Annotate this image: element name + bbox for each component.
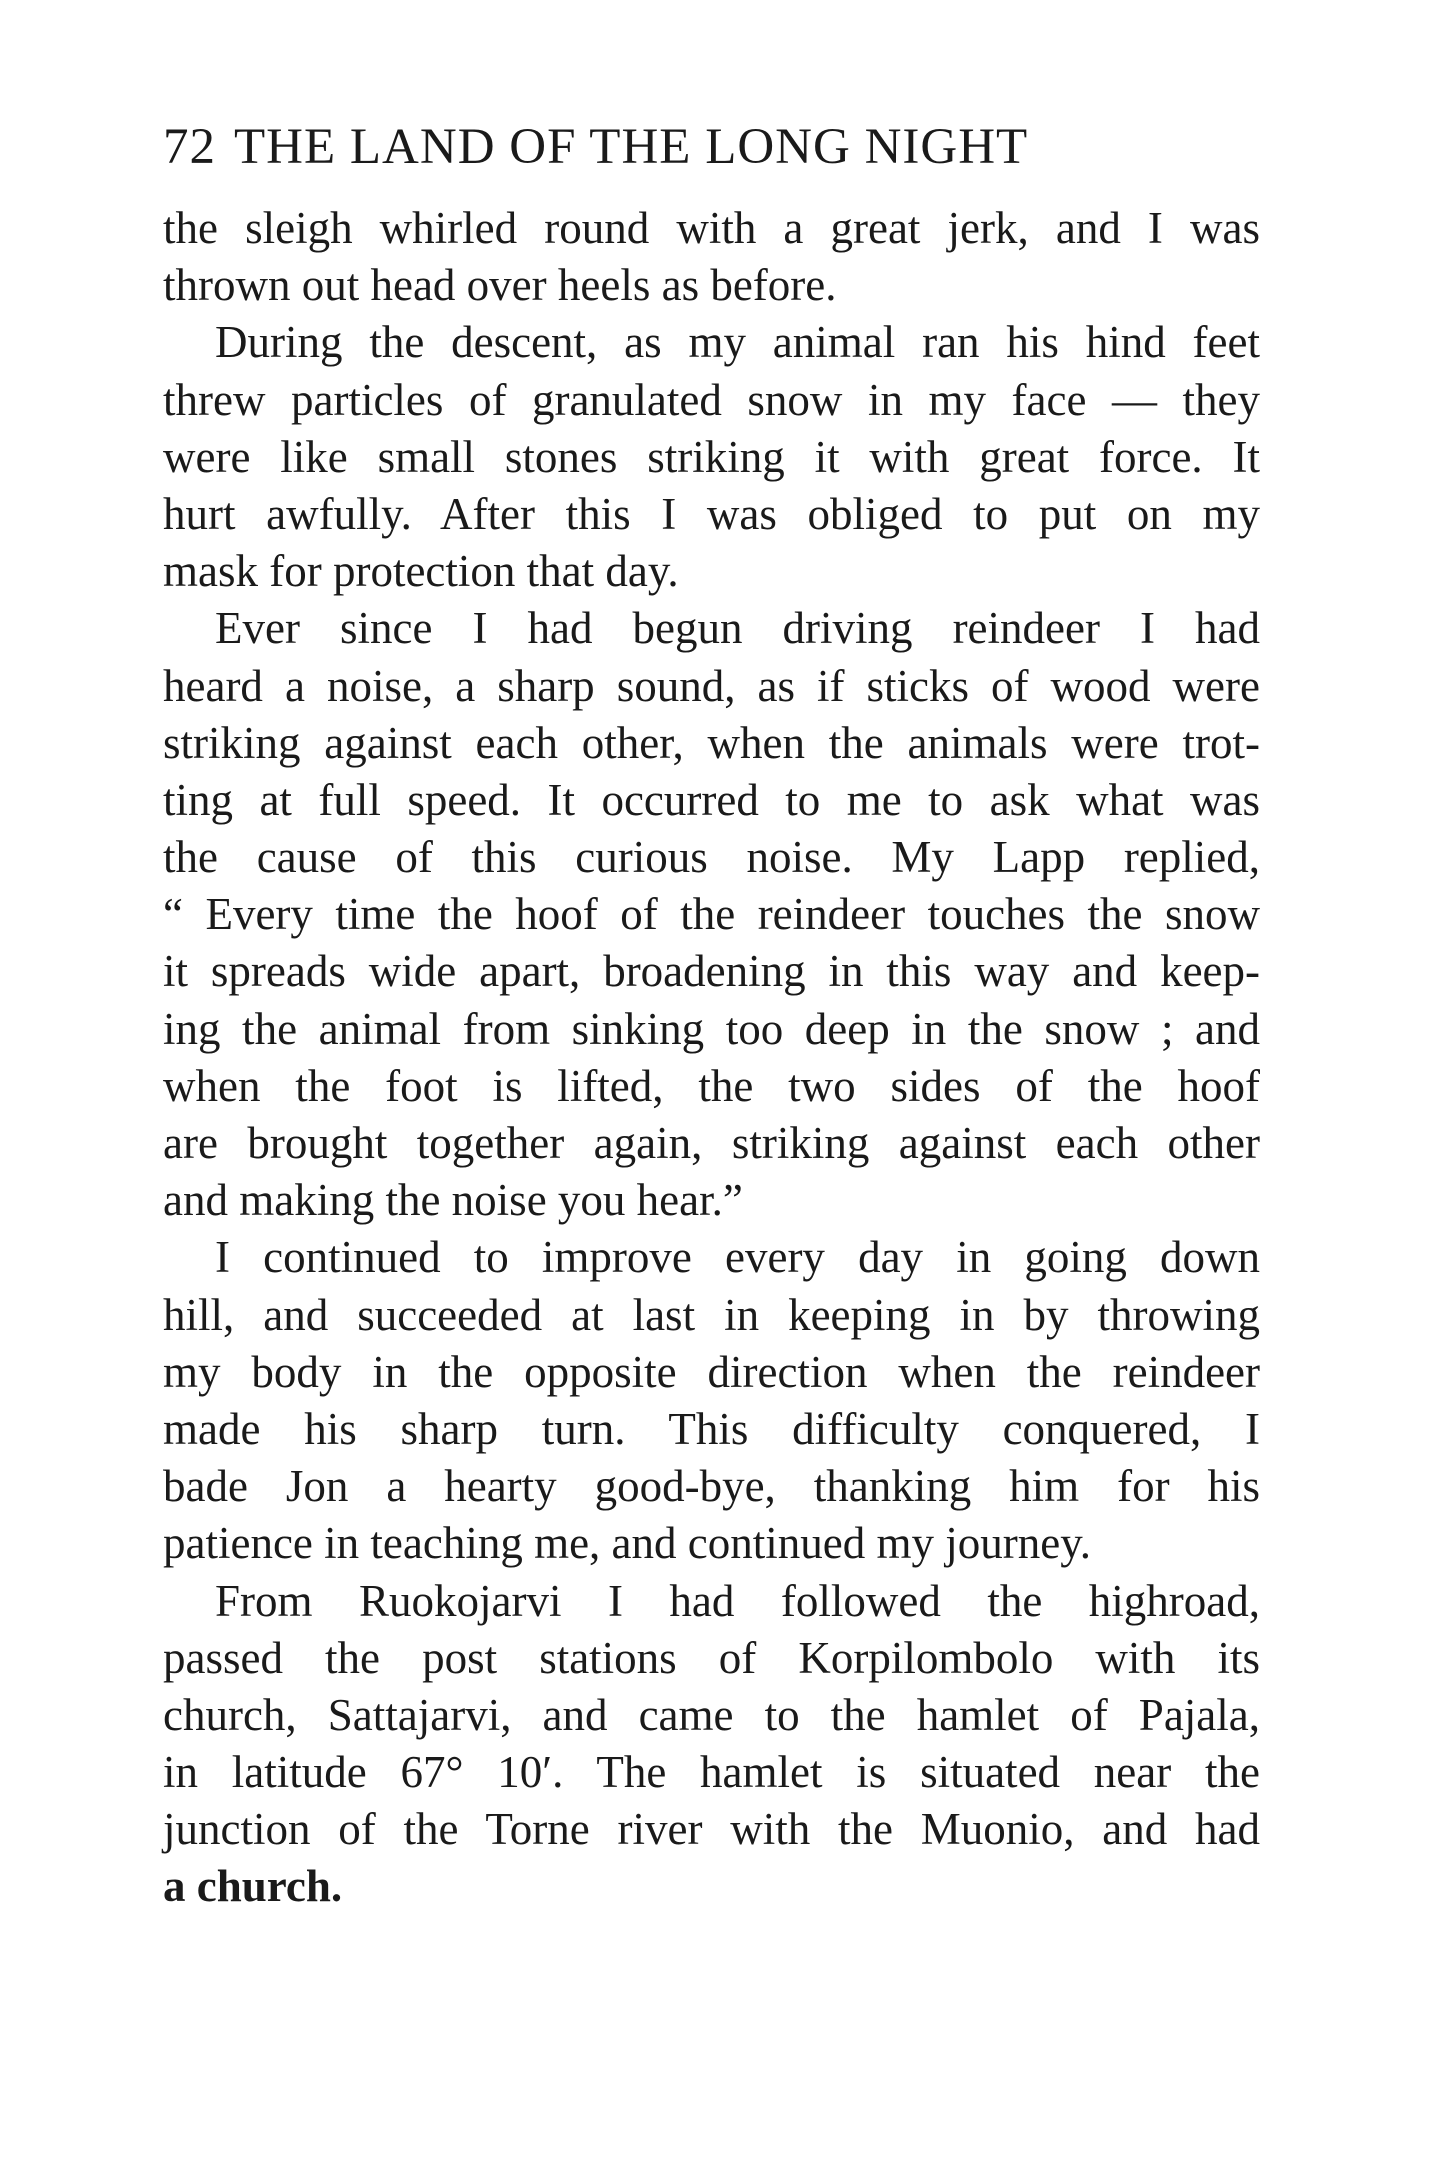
body-text: [163, 200, 1260, 1916]
text-line: when the foot is lifted, the two sides of the hoof: [163, 1060, 1260, 1111]
text-line: thrown out head over heels as before.: [163, 260, 837, 311]
text-line: mask for protection that day.: [163, 546, 679, 597]
text-line: ing the animal from sinking too deep in the snow ; and: [163, 1003, 1260, 1054]
text-line: ting at full speed. It occurred to me to ask what was: [163, 774, 1260, 825]
page-number: 72: [163, 119, 216, 175]
text-line: hill, and succeeded at last in keeping in by throwing: [163, 1289, 1260, 1340]
paragraph-start-line: During the descent, as my animal ran his hind feet: [215, 317, 1260, 368]
text-line: it spreads wide apart, broadening in this way and keep-: [163, 946, 1260, 997]
text-line: hurt awfully. After this I was obliged to put on my: [163, 488, 1260, 539]
text-line: made his sharp turn. This difficulty conquered, I: [163, 1403, 1260, 1454]
text-line: junction of the Torne river with the Muonio, and had: [163, 1804, 1260, 1855]
text-line: the sleigh whirled round with a great jerk, and I was: [163, 203, 1260, 253]
text-line: church, Sattajarvi, and came to the hamlet of Pajala,: [163, 1689, 1260, 1740]
text-line: are brought together again, striking against each other: [163, 1118, 1260, 1168]
text-line: threw particles of granulated snow in my face — they: [163, 374, 1260, 425]
text-line: were like small stones striking it with great force. It: [163, 431, 1260, 482]
running-title: THE LAND OF THE LONG NIGHT: [234, 119, 1029, 175]
text-line: the cause of this curious noise. My Lapp replied,: [163, 832, 1260, 883]
text-line: a church.: [163, 1861, 343, 1912]
text-line: patience in teaching me, and continued my journey.: [163, 1518, 1092, 1569]
text-line: bade Jon a hearty good-bye, thanking him for his: [163, 1461, 1260, 1512]
paragraph-start-line: From Ruokojarvi I had followed the highroad,: [215, 1575, 1260, 1626]
text-line: my body in the opposite direction when the reindeer: [163, 1346, 1260, 1397]
text-line: “ Every time the hoof of the reindeer touches the snow: [163, 889, 1260, 940]
paragraph-start-line: I continued to improve every day in going down: [215, 1232, 1260, 1283]
running-header: [163, 118, 1263, 188]
text-line: passed the post stations of Korpilombolo with its: [163, 1632, 1260, 1683]
text-line: heard a noise, a sharp sound, as if sticks of wood were: [163, 660, 1260, 711]
paragraph-start-line: Ever since I had begun driving reindeer I had: [215, 603, 1260, 654]
text-line: and making the noise you hear.”: [163, 1175, 743, 1226]
text-line: in latitude 67° 10′. The hamlet is situated near the: [163, 1747, 1260, 1798]
text-line: striking against each other, when the animals were trot-: [163, 717, 1260, 768]
